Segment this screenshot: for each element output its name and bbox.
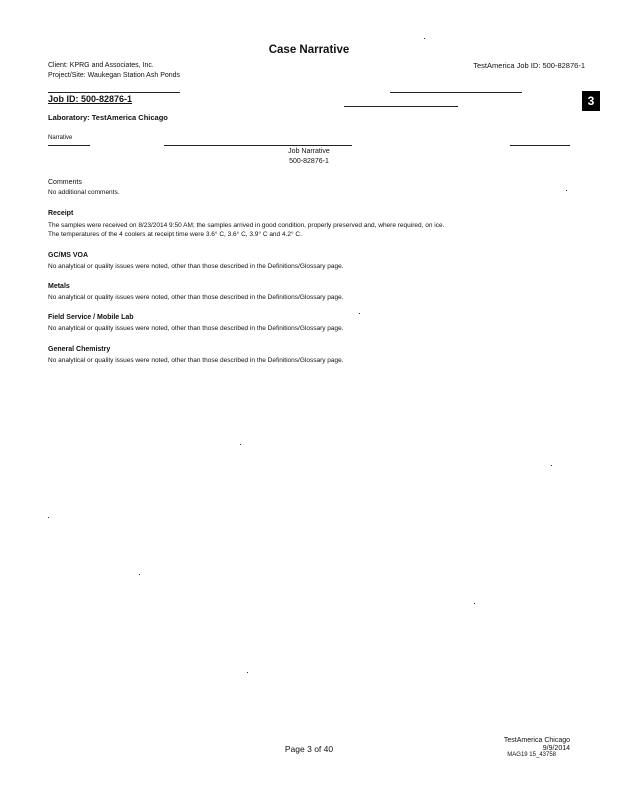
narrative-rule-right	[510, 145, 570, 146]
job-id-header: TestAmerica Job ID: 500-82876-1	[473, 61, 585, 70]
receipt-text-1: The samples were received on 8/23/2014 9:50 AM; the samples arrived in good condition, properly preserved and, where required, on ice.	[48, 222, 445, 229]
header-rule-left	[48, 92, 180, 93]
scan-speck	[240, 444, 241, 445]
scan-speck	[48, 517, 49, 518]
scan-speck	[424, 38, 425, 39]
laboratory: Laboratory: TestAmerica Chicago	[48, 113, 168, 122]
footer-code: MAG19 15_43758	[507, 752, 556, 758]
project-line: Project/Site: Waukegan Station Ash Ponds	[48, 72, 181, 79]
narrative-rule-left	[48, 145, 90, 146]
header-rule-right	[390, 92, 522, 93]
gcms-voa-title: GC/MS VOA	[48, 252, 89, 259]
metals-title: Metals	[48, 283, 70, 290]
scan-speck	[139, 574, 140, 575]
comments-text: No additional comments.	[48, 189, 120, 196]
narrative-subheading: 500-82876-1	[289, 158, 329, 165]
receipt-title: Receipt	[48, 210, 74, 217]
receipt-text-2: The temperatures of the 4 coolers at receipt time were 3.6° C, 3.6° C, 3.9° C and 4.2° C.	[48, 231, 302, 238]
footer-lab-name: TestAmerica Chicago	[503, 737, 570, 744]
job-id: Job ID: 500-82876-1	[48, 94, 133, 104]
header-rule-mid	[344, 106, 458, 107]
scan-speck	[359, 313, 360, 314]
narrative-rule-mid	[164, 145, 352, 146]
field-service-title: Field Service / Mobile Lab	[48, 314, 134, 321]
field-service-text: No analytical or quality issues were noted, other than those described in the Definitions/Glossary page.	[48, 325, 344, 332]
page-title: Case Narrative	[268, 44, 350, 56]
client-line: Client: KPRG and Associates, Inc.	[48, 62, 154, 69]
scan-speck	[474, 603, 475, 604]
comments-title: Comments	[48, 179, 82, 186]
general-chemistry-title: General Chemistry	[48, 346, 111, 353]
gcms-voa-text: No analytical or quality issues were noted, other than those described in the Definitions/Glossary page.	[48, 263, 344, 270]
scan-speck	[566, 190, 567, 191]
general-chemistry-text: No analytical or quality issues were noted, other than those described in the Definitions/Glossary page.	[48, 357, 344, 364]
section-tab: 3	[582, 91, 600, 111]
page-number: Page 3 of 40	[284, 744, 334, 754]
narrative-label: Narrative	[48, 135, 73, 141]
narrative-heading: Job Narrative	[288, 148, 330, 155]
scan-speck	[247, 672, 248, 673]
footer-date: 9/9/2014	[542, 745, 570, 752]
scan-speck	[551, 465, 552, 466]
metals-text: No analytical or quality issues were noted, other than those described in the Definitions/Glossary page.	[48, 294, 344, 301]
